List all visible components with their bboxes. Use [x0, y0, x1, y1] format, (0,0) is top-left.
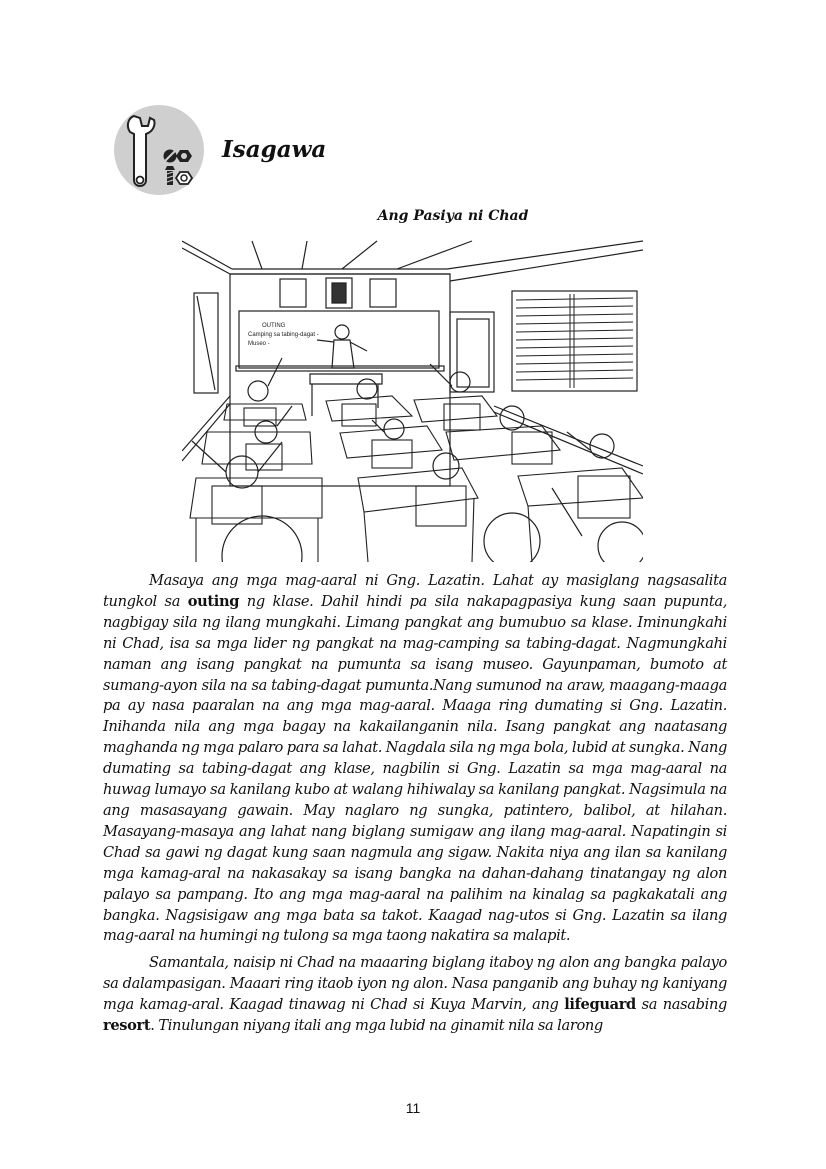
term-resort: resort	[103, 1017, 151, 1035]
term-lifeguard: lifeguard	[564, 996, 636, 1014]
paragraph-1-text-b: ng klase. Dahil hindi pa sila nakapagpasiya kung saan pupunta, nagbigay sila ng ilang mungkahi. Limang pangkat ang bumubuo sa klase. Iminungkahi ni Chad, isa sa mga lider ng pangkat na mag-camping sa tabing-dagat. Nagmungkahi naman ang isang pangkat na pumunta sa isang museo. Gayunpaman, bumoto at sumang-ayon sila na sa tabing-dagat pumunta.Nang sumunod na araw, maagang-maaga pa ay nasa paaralan na ang mga mag-aaral. Maaga ring dumating si Gng. Lazatin. Inihanda nila ang mga bagay na kakailanganin nila. Isang pangkat ang naatasang maghanda ng mga palaro para sa lahat. Nagdala sila ng mga bola, lubid at sungka. Nang dumating sa tabing-dagat ang klase, nagbilin si Gng. Lazatin sa mga mag-aaral na huwag lumayo sa kanilang kubo at walang hihiwalay sa kanilang pangkat. Nagsimula na ang masasayang gawain. May naglaro ng sungka, patintero, balibol, at hilahan. Masayang-masaya ang lahat nang biglang sumigaw ang ilang mag-aaral. Napatingin si Chad sa gawi ng dagat kung saan nagmula ang sigaw. Nakita niya ang ilan sa kanilang mga kamag-aral na nakasakay sa isang bangka na dahan-dahang tinatangay ng alon palayo sa pampang. Ito ang mga mag-aaral na palihim na kinalag sa pagkakatali ang bangka. Nagsisigaw ang mga bata sa takot. Kaagad nag-utos si Gng. Lazatin sa ilang mag-aaral na humingi ng tulong sa mga taong nakatira sa malapit.	[103, 592, 728, 945]
story-title: Ang Pasiya ni Chad	[377, 208, 529, 224]
chalkboard-heading: OUTING	[262, 323, 286, 329]
classroom-illustration	[182, 236, 643, 562]
paragraph-2-text-c: . Tinulungan niyang itali ang mga lubid na ginamit nila sa larong	[150, 1017, 603, 1035]
chalkboard-line-1: Camping sa tabing-dagat -	[248, 332, 319, 338]
paragraph-2-text-b: sa nasabing	[635, 996, 727, 1014]
paragraph-2	[103, 953, 727, 1037]
paragraph-1-text-a: Masaya ang mga mag-aaral ni Gng. Lazatin. Lahat ay masiglang nagsasalita tungkol sa	[103, 572, 727, 610]
section-title: Isagawa	[222, 136, 327, 163]
term-outing: outing	[187, 592, 240, 610]
chalkboard-line-2: Museo -	[248, 341, 270, 347]
paragraph-1	[103, 571, 727, 947]
story-body	[103, 571, 727, 1043]
page-number: 11	[405, 1100, 421, 1116]
wrench-and-bolts-icon	[112, 104, 206, 196]
paragraph-2-text-a: Samantala, naisip ni Chad na maaaring biglang itaboy ng alon ang bangka palayo sa dalampasigan. Maaari ring itaob iyon ng alon. Nasa panganib ang buhay ng kaniyang mga kamag-aral. Kaagad tinawag ni Chad si Kuya Marvin, ang	[103, 954, 727, 1014]
